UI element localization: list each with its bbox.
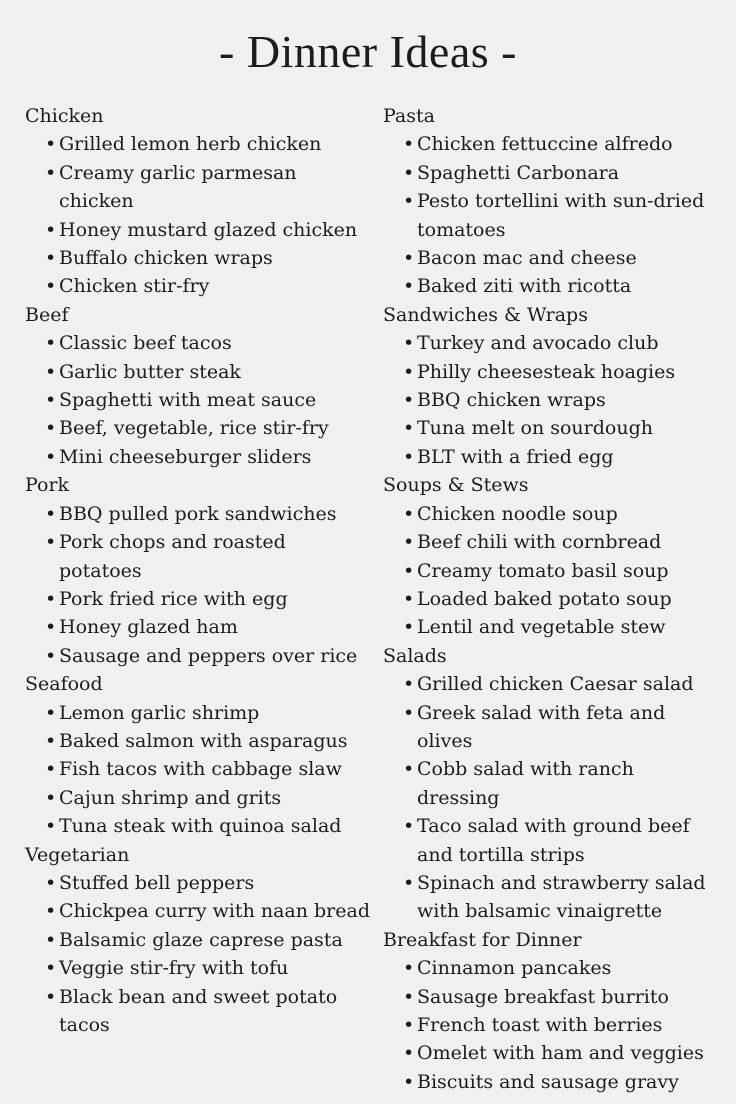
dish-label: Creamy tomato basil soup	[417, 559, 669, 582]
dish-label: Balsamic glaze caprese pasta	[59, 928, 343, 951]
dish-item	[383, 244, 718, 272]
bullet-icon: •	[403, 161, 415, 184]
dish-label: Buffalo chicken wraps	[59, 247, 273, 270]
dish-item	[383, 358, 718, 386]
category-heading: Pasta	[383, 105, 435, 127]
dish-label: Baked ziti with ricotta	[417, 275, 632, 298]
category-salads	[383, 642, 718, 926]
dish-label: Pork fried rice with egg	[59, 587, 288, 610]
dish-label: Creamy garlic parmesan chicken	[59, 161, 297, 213]
dish-item	[25, 159, 370, 216]
bullet-icon: •	[403, 247, 415, 270]
dish-label: BBQ pulled pork sandwiches	[59, 502, 337, 525]
bullet-icon: •	[403, 502, 415, 525]
category-heading: Pork	[25, 474, 70, 497]
dish-item	[383, 187, 718, 244]
dish-item	[383, 414, 718, 442]
bullet-icon: •	[45, 531, 57, 554]
dish-item	[383, 613, 718, 641]
bullet-icon: •	[45, 985, 57, 1008]
dish-list	[383, 954, 718, 1096]
dish-label: Chicken fettuccine alfredo	[417, 133, 673, 156]
dish-item	[25, 613, 370, 641]
dish-label: Fish tacos with cabbage slaw	[59, 758, 342, 781]
dish-item	[25, 699, 370, 727]
dish-item	[383, 386, 718, 414]
dish-item	[25, 784, 370, 812]
dish-label: Classic beef tacos	[59, 332, 232, 355]
dish-item	[383, 329, 718, 357]
dish-label: Veggie stir-fry with tofu	[59, 957, 289, 980]
bullet-icon: •	[403, 758, 415, 781]
bullet-icon: •	[45, 247, 57, 270]
category-soups-and-stews	[383, 471, 718, 641]
dish-item	[25, 869, 370, 897]
dish-label: French toast with berries	[417, 1014, 663, 1036]
dish-item	[25, 926, 370, 954]
category-vegetarian	[25, 841, 370, 1040]
dish-item	[383, 755, 718, 812]
dish-label: Pesto tortellini with sun-dried tomatoes	[417, 190, 705, 241]
bullet-icon: •	[403, 1070, 415, 1093]
dish-label: Beef, vegetable, rice stir-fry	[59, 417, 329, 440]
dish-list	[25, 130, 370, 300]
dish-item	[383, 699, 718, 756]
dish-item	[383, 585, 718, 613]
category-heading: Breakfast for Dinner	[383, 928, 582, 951]
dish-list	[25, 329, 370, 471]
bullet-icon: •	[45, 332, 57, 355]
dish-item	[25, 500, 370, 528]
dish-item	[25, 755, 370, 783]
dish-item	[383, 1039, 718, 1067]
dish-item	[383, 670, 718, 698]
bullet-icon: •	[403, 275, 415, 298]
bullet-icon: •	[403, 190, 415, 213]
dish-label: Grilled lemon herb chicken	[59, 133, 322, 156]
bullet-icon: •	[45, 389, 57, 412]
bullet-icon: •	[45, 133, 57, 156]
dish-label: Honey mustard glazed chicken	[59, 218, 358, 241]
bullet-icon: •	[403, 531, 415, 554]
dish-item	[383, 528, 718, 556]
right-column	[383, 102, 718, 1096]
bullet-icon: •	[403, 815, 415, 838]
dish-label: Pork chops and roasted potatoes	[59, 531, 286, 582]
dish-item	[25, 585, 370, 613]
dish-item	[25, 727, 370, 755]
bullet-icon: •	[403, 332, 415, 355]
dish-item	[383, 1068, 718, 1096]
dish-item	[25, 897, 370, 925]
bullet-icon: •	[403, 1042, 415, 1065]
category-heading: Vegetarian	[25, 843, 130, 866]
dish-label: Cobb salad with ranch dressing	[417, 758, 634, 809]
dish-item	[383, 869, 718, 926]
dish-label: Sausage and peppers over rice	[59, 644, 358, 667]
dish-label: Greek salad with feta and olives	[417, 701, 666, 752]
category-breakfast-for-dinner	[383, 926, 718, 1096]
bullet-icon: •	[403, 445, 415, 468]
dish-label: Stuffed bell peppers	[59, 871, 255, 894]
dish-label: Chickpea curry with naan bread	[59, 900, 370, 923]
bullet-icon: •	[45, 729, 57, 752]
dish-item	[25, 983, 370, 1040]
dish-label: BBQ chicken wraps	[417, 389, 606, 412]
bullet-icon: •	[403, 360, 415, 383]
dish-label: Black bean and sweet potato tacos	[59, 985, 338, 1036]
bullet-icon: •	[45, 815, 57, 838]
dish-item	[25, 272, 370, 300]
bullet-icon: •	[403, 417, 415, 440]
bullet-icon: •	[403, 587, 415, 610]
category-seafood	[25, 670, 370, 840]
dish-label: Biscuits and sausage gravy	[417, 1070, 679, 1093]
dish-item	[25, 812, 370, 840]
dish-label: Grilled chicken Caesar salad	[417, 673, 694, 696]
dish-label: Omelet with ham and veggies	[417, 1042, 704, 1065]
dish-item	[383, 812, 718, 869]
dish-item	[383, 954, 718, 982]
bullet-icon: •	[45, 928, 57, 951]
dish-label: Spaghetti with meat sauce	[59, 389, 317, 412]
dish-item	[25, 954, 370, 982]
dish-item	[25, 443, 370, 471]
bullet-icon: •	[45, 502, 57, 525]
dish-item	[383, 1011, 718, 1039]
dish-list	[383, 329, 718, 471]
dish-list	[383, 670, 718, 926]
bullet-icon: •	[45, 871, 57, 894]
bullet-icon: •	[45, 644, 57, 667]
dish-label: Chicken noodle soup	[417, 502, 618, 525]
dish-label: Bacon mac and cheese	[417, 247, 637, 270]
dish-label: Lentil and vegetable stew	[417, 616, 666, 639]
bullet-icon: •	[45, 587, 57, 610]
category-heading: Sandwiches & Wraps	[383, 303, 588, 326]
dish-item	[383, 272, 718, 300]
dish-item	[25, 244, 370, 272]
category-sandwiches-and-wraps	[383, 301, 718, 471]
dish-label: Tuna steak with quinoa salad	[59, 815, 342, 838]
dish-label: Lemon garlic shrimp	[59, 701, 260, 724]
dish-item	[25, 414, 370, 442]
bullet-icon: •	[45, 900, 57, 923]
dish-label: Turkey and avocado club	[417, 332, 659, 355]
dish-list	[25, 869, 370, 1039]
dish-label: Cajun shrimp and grits	[59, 786, 282, 809]
dish-label: Mini cheeseburger sliders	[59, 445, 312, 468]
dish-label: Chicken stir-fry	[59, 275, 210, 298]
dish-label: Cinnamon pancakes	[417, 957, 612, 980]
bullet-icon: •	[45, 445, 57, 468]
dish-item	[25, 358, 370, 386]
dish-label: Garlic butter steak	[59, 360, 241, 383]
dish-item	[25, 386, 370, 414]
dish-item	[25, 528, 370, 585]
dish-item	[25, 216, 370, 244]
dish-label: Spinach and strawberry salad with balsamic vinaigrette	[417, 871, 706, 923]
dish-list	[383, 500, 718, 642]
bullet-icon: •	[45, 616, 57, 639]
bullet-icon: •	[403, 673, 415, 696]
bullet-icon: •	[403, 133, 415, 156]
category-heading: Chicken	[25, 105, 104, 127]
category-heading: Seafood	[25, 673, 103, 696]
bullet-icon: •	[45, 161, 57, 184]
dish-list	[25, 500, 370, 670]
dish-label: Baked salmon with asparagus	[59, 729, 348, 752]
bullet-icon: •	[403, 389, 415, 412]
category-beef	[25, 301, 370, 471]
category-chicken	[25, 102, 370, 301]
category-pasta	[383, 102, 718, 301]
left-column	[25, 102, 370, 1039]
bullet-icon: •	[403, 559, 415, 582]
category-pork	[25, 471, 370, 670]
bullet-icon: •	[403, 701, 415, 724]
bullet-icon: •	[45, 701, 57, 724]
dish-label: Beef chili with cornbread	[417, 531, 662, 554]
dish-label: Loaded baked potato soup	[417, 587, 672, 610]
page-title: - Dinner Ideas -	[219, 26, 517, 77]
dish-item	[25, 130, 370, 158]
bullet-icon: •	[45, 957, 57, 980]
category-heading: Soups & Stews	[383, 474, 529, 497]
bullet-icon: •	[45, 417, 57, 440]
dish-item	[25, 329, 370, 357]
dish-label: Spaghetti Carbonara	[417, 161, 620, 184]
bullet-icon: •	[45, 218, 57, 241]
dish-item	[383, 983, 718, 1011]
bullet-icon: •	[403, 985, 415, 1008]
category-heading: Beef	[25, 303, 69, 326]
dish-label: BLT with a fried egg	[417, 445, 614, 468]
dish-item	[383, 500, 718, 528]
dish-item	[25, 642, 370, 670]
dish-label: Honey glazed ham	[59, 616, 238, 639]
bullet-icon: •	[45, 786, 57, 809]
bullet-icon: •	[403, 957, 415, 980]
dish-label: Sausage breakfast burrito	[417, 985, 669, 1008]
dish-label: Taco salad with ground beef and tortilla strips	[417, 815, 690, 866]
category-heading: Salads	[383, 644, 447, 667]
bullet-icon: •	[45, 275, 57, 298]
dish-label: Philly cheesesteak hoagies	[417, 360, 676, 383]
dish-item	[383, 159, 718, 187]
bullet-icon: •	[403, 871, 415, 894]
dish-label: Tuna melt on sourdough	[417, 417, 653, 440]
dish-list	[383, 130, 718, 300]
bullet-icon: •	[45, 758, 57, 781]
dish-item	[383, 130, 718, 158]
bullet-icon: •	[45, 360, 57, 383]
dish-list	[25, 699, 370, 841]
bullet-icon: •	[403, 1014, 415, 1036]
dish-item	[383, 443, 718, 471]
bullet-icon: •	[403, 616, 415, 639]
dish-item	[383, 557, 718, 585]
